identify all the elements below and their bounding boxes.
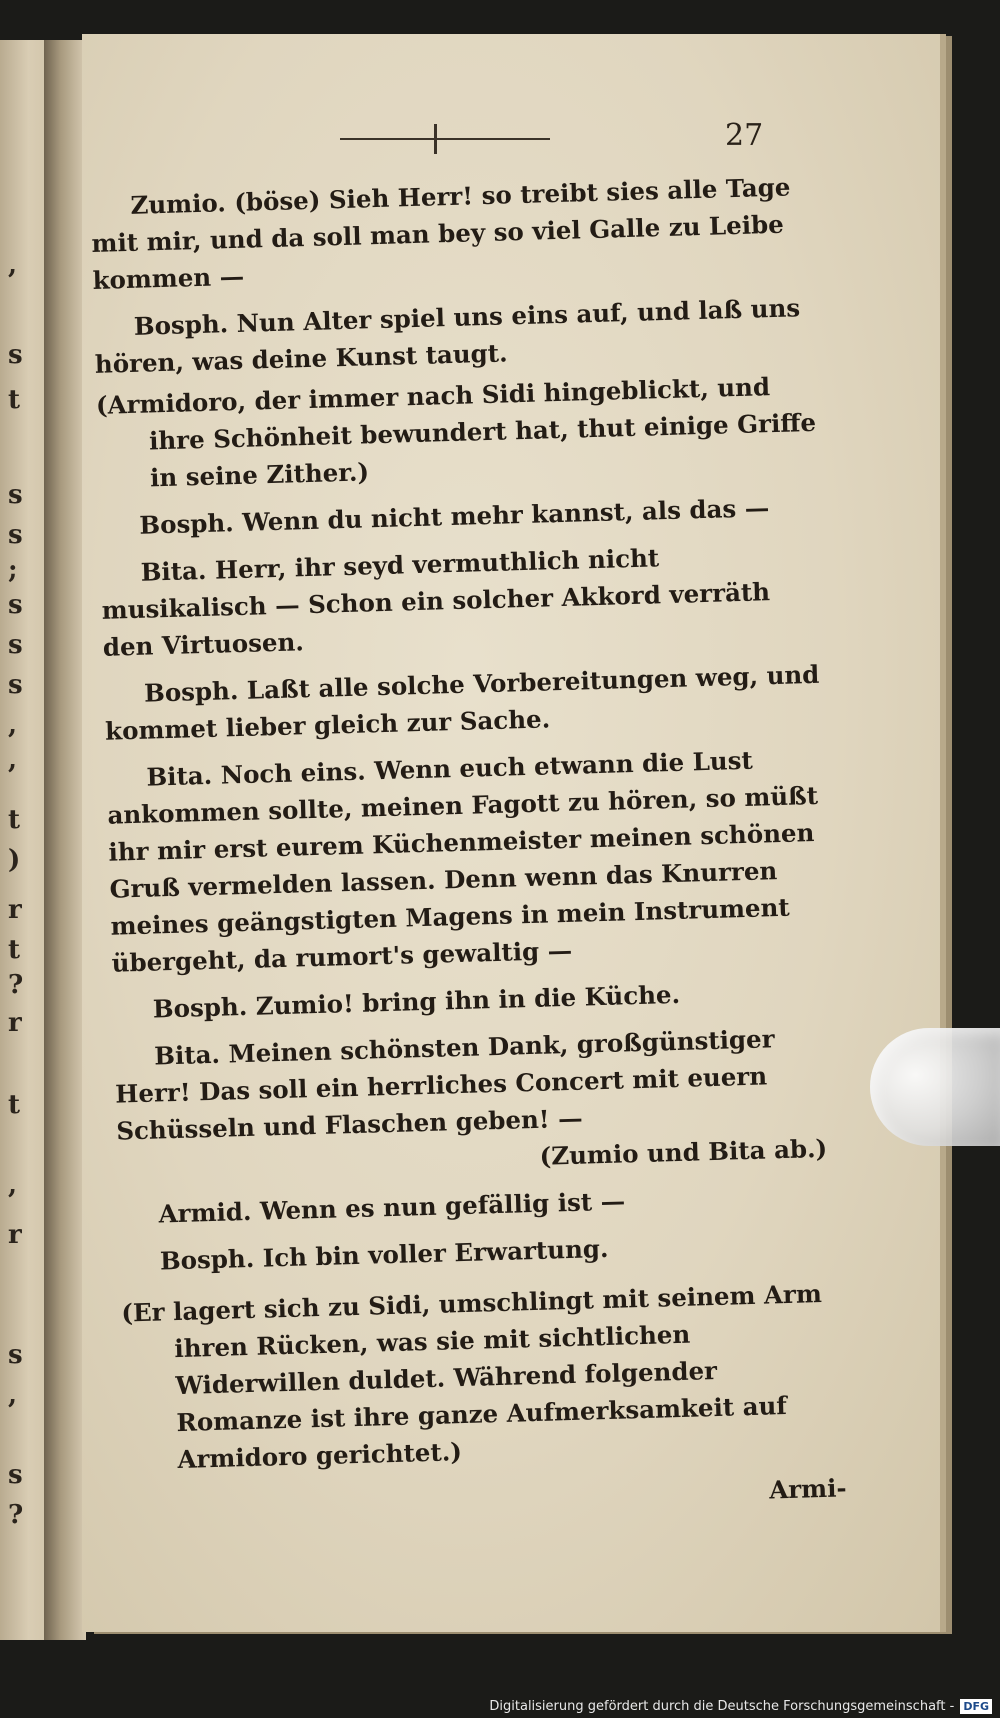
dfg-logo: DFG bbox=[960, 1699, 992, 1714]
left-page-fragment: r bbox=[8, 895, 22, 925]
left-page-fragment: ? bbox=[8, 1500, 24, 1530]
footer-text: Digitalisierung gefördert durch die Deutsche Forschungsgemeinschaft - bbox=[489, 1699, 955, 1714]
left-page-fragment: t bbox=[8, 1090, 21, 1120]
left-page-fragment: t bbox=[8, 935, 21, 965]
left-page-fragment: s bbox=[8, 670, 23, 700]
dialogue-line: Bosph. Laßt alle solche Vorbereitungen weg, und kommet lieber gleich zur Sache. bbox=[104, 659, 820, 746]
left-page-fragment: ; bbox=[8, 555, 18, 585]
stage-direction: (Zumio und Bita ab.) bbox=[539, 1133, 828, 1171]
dialogue-line: Bosph. Wenn du nicht mehr kannst, als das — bbox=[139, 493, 770, 540]
dialogue-line: Bosph. Zumio! bring ihn in die Küche. bbox=[152, 979, 681, 1024]
footer-credit bbox=[489, 1699, 992, 1714]
left-page-fragment: , bbox=[8, 745, 18, 775]
stage-direction: (Er lagert sich zu Sidi, umschlingt mit seinem Arm ihren Rücken, was sie mit sichtlichen Widerwillen duldet. Während folgender Romanze ist ihre ganze Aufmerksamkeit auf Armidoro gerichtet.) bbox=[121, 1279, 823, 1475]
left-page-fragment: , bbox=[8, 710, 18, 740]
left-page-fragment: ) bbox=[8, 845, 21, 875]
left-page-fragment: s bbox=[8, 480, 23, 510]
left-page-fragment: s bbox=[8, 590, 23, 620]
header-rule-ornament bbox=[434, 124, 437, 154]
left-page-fragment: , bbox=[8, 1170, 18, 1200]
dialogue-line: Bita. Herr, ihr seyd vermuthlich nicht musikalisch — Schon ein solcher Akkord verräth den Virtuosen. bbox=[101, 543, 771, 662]
page-text bbox=[90, 168, 847, 1527]
left-page-fragment: r bbox=[8, 1008, 22, 1038]
catchword: Armi- bbox=[768, 1473, 847, 1505]
header-rule bbox=[340, 138, 550, 140]
dialogue-line: Armid. Wenn es nun gefällig ist — bbox=[158, 1186, 626, 1229]
left-page-fragment: t bbox=[8, 805, 21, 835]
left-page-fragment: t bbox=[8, 385, 21, 415]
dialogue-line: Bosph. Ich bin voller Erwartung. bbox=[159, 1233, 609, 1276]
left-page-fragment: s bbox=[8, 630, 23, 660]
page-number: 27 bbox=[725, 118, 764, 153]
dialogue-line: Bita. Noch eins. Wenn euch etwann die Lust ankommen sollte, meinen Fagott zu hören, so müßt ihr mir erst eurem Küchenmeister meinen schönen Gruß vermelden lassen. Denn wenn das Knurren meines geängstigten Magens in mein Instrument übergeht, da rumort's gewaltig — bbox=[107, 745, 819, 978]
dialogue-line: Zumio. (böse) Sieh Herr! so treibt sies alle Tage mit mir, und da soll man bey so viel Galle zu Leibe kommen — bbox=[91, 172, 791, 295]
left-page-fragment: ? bbox=[8, 970, 24, 1000]
left-page-fragment: s bbox=[8, 1460, 23, 1490]
left-page-fragment: r bbox=[8, 1220, 22, 1250]
dialogue-line: Bita. Meinen schönsten Dank, großgünstiger Herr! Das soll ein herrliches Concert mit euern Schüsseln und Flaschen geben! — bbox=[114, 1024, 775, 1146]
left-page-fragment: s bbox=[8, 520, 23, 550]
left-page-fragment: s bbox=[8, 340, 23, 370]
left-page-fragment: s bbox=[8, 1340, 23, 1370]
book-gutter bbox=[44, 40, 86, 1640]
left-page-fragment: , bbox=[8, 1380, 18, 1410]
left-page-fragment: , bbox=[8, 250, 18, 280]
page-clip-tab bbox=[870, 1028, 1000, 1146]
stage-direction: (Armidoro, der immer nach Sidi hingeblickt, und ihre Schönheit bewundert hat, thut einige Griffe in seine Zither.) bbox=[95, 372, 817, 493]
dialogue-line: Bosph. Nun Alter spiel uns eins auf, und laß uns hören, was deine Kunst taugt. bbox=[94, 293, 801, 379]
